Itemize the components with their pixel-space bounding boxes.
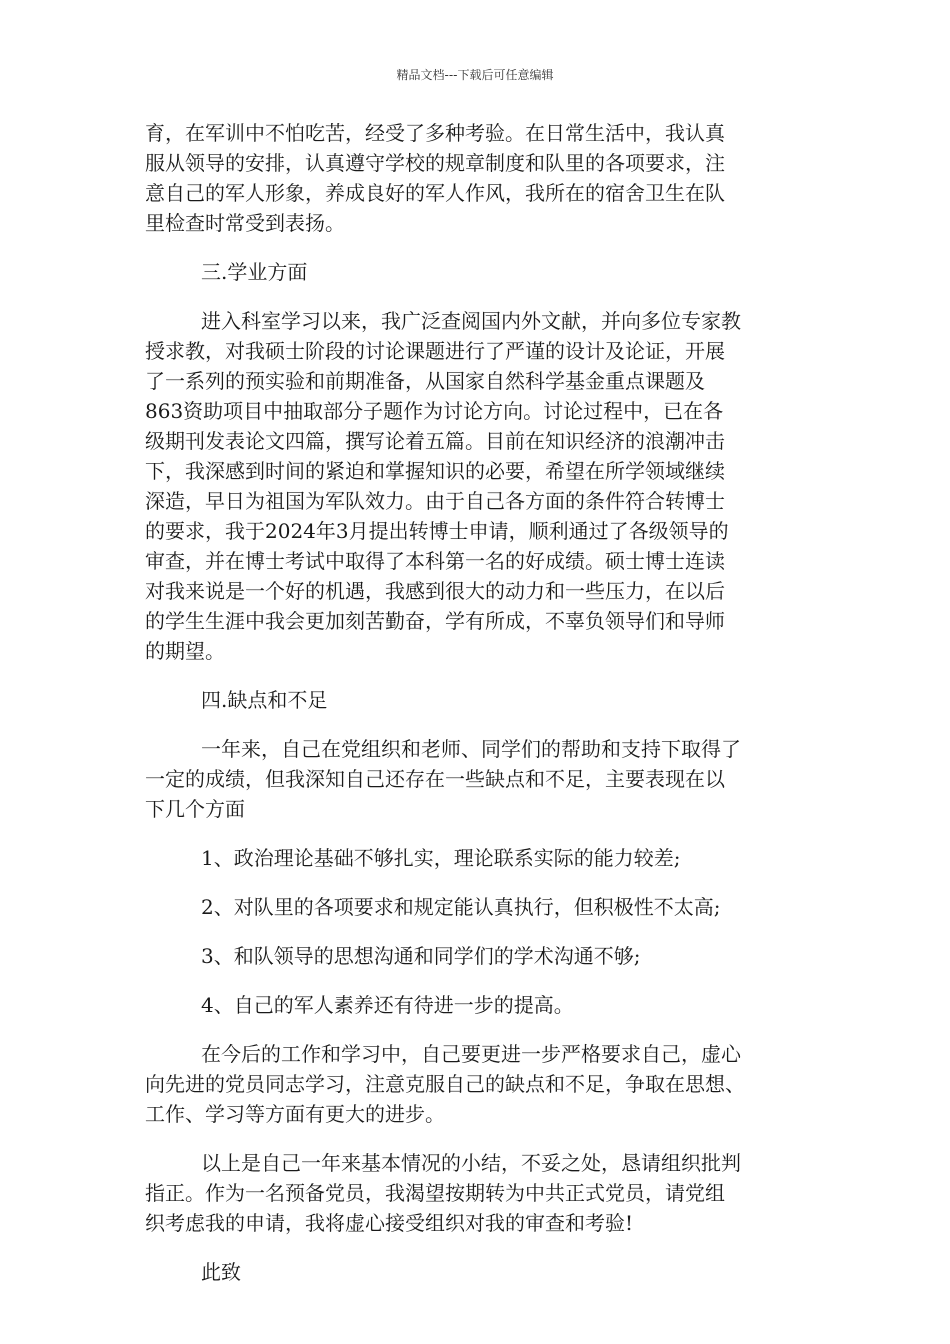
salutation [145, 1257, 815, 1287]
paragraph [145, 118, 815, 238]
section-heading [145, 685, 815, 715]
text-line: 3、和队领导的思想沟通和同学们的学术沟通不够; [201, 944, 641, 968]
list-item [145, 892, 815, 922]
text-line: 工作、学习等方面有更大的进步。 [145, 1102, 445, 1126]
list-item [145, 941, 815, 971]
text-line: 服从领导的安排，认真遵守学校的规章制度和队里的各项要求，注 [145, 151, 725, 175]
paragraph [145, 734, 815, 824]
text-line: 三.学业方面 [201, 260, 308, 284]
list-item [145, 843, 815, 873]
text-line: 此致 [201, 1260, 241, 1284]
text-line: 1、政治理论基础不够扎实，理论联系实际的能力较差; [201, 846, 681, 870]
text-line: 里检查时常受到表扬。 [145, 211, 345, 235]
text-line: 授求教，对我硕士阶段的讨论课题进行了严谨的设计及论证，开展 [145, 339, 725, 363]
text-line: 一定的成绩，但我深知自己还存在一些缺点和不足，主要表现在以 [145, 767, 725, 791]
text-line: 进入科室学习以来，我广泛查阅国内外文献，并向多位专家教 [201, 309, 741, 333]
text-line: 的要求，我于2024年3月提出转博士申请，顺利通过了各级领导的 [145, 519, 729, 543]
document-body [145, 118, 815, 1306]
text-line: 的学生生涯中我会更加刻苦勤奋，学有所成，不辜负领导们和导师 [145, 609, 725, 633]
text-line: 审查，并在博士考试中取得了本科第一名的好成绩。硕士博士连读 [145, 549, 725, 573]
text-line: 育，在军训中不怕吃苦，经受了多种考验。在日常生活中，我认真 [145, 121, 725, 145]
text-line: 了一系列的预实验和前期准备，从国家自然科学基金重点课题及 [145, 369, 705, 393]
text-line: 织考虑我的申请，我将虚心接受组织对我的审查和考验! [145, 1211, 634, 1235]
text-line: 下几个方面 [145, 797, 245, 821]
section-heading [145, 257, 815, 287]
text-line: 向先进的党员同志学习，注意克服自己的缺点和不足，争取在思想、 [145, 1072, 745, 1096]
text-line: 级期刊发表论文四篇，撰写论着五篇。目前在知识经济的浪潮冲击 [145, 429, 725, 453]
text-line: 深造，早日为祖国为军队效力。由于自己各方面的条件符合转博士 [145, 489, 725, 513]
text-line: 在今后的工作和学习中，自己要更进一步严格要求自己，虚心 [201, 1042, 741, 1066]
paragraph [145, 1148, 815, 1238]
text-line: 的期望。 [145, 639, 225, 663]
text-line: 一年来，自己在党组织和老师、同学们的帮助和支持下取得了 [201, 737, 741, 761]
text-line: 以上是自己一年来基本情况的小结，不妥之处，恳请组织批判 [201, 1151, 741, 1175]
text-line: 下，我深感到时间的紧迫和掌握知识的必要，希望在所学领域继续 [145, 459, 725, 483]
paragraph [145, 306, 815, 666]
text-line: 指正。作为一名预备党员，我渴望按期转为中共正式党员，请党组 [145, 1181, 725, 1205]
list-item [145, 990, 815, 1020]
text-line: 意自己的军人形象，养成良好的军人作风，我所在的宿舍卫生在队 [145, 181, 725, 205]
paragraph [145, 1039, 815, 1129]
text-line: 4、自己的军人素养还有待进一步的提高。 [201, 993, 574, 1017]
page-header: 精品文档---下载后可任意编辑 [396, 68, 554, 82]
text-line: 2、对队里的各项要求和规定能认真执行，但积极性不太高; [201, 895, 721, 919]
text-line: 四.缺点和不足 [201, 688, 328, 712]
text-line: 对我来说是一个好的机遇，我感到很大的动力和一些压力，在以后 [145, 579, 725, 603]
text-line: 863资助项目中抽取部分子题作为讨论方向。讨论过程中，已在各 [145, 399, 724, 423]
